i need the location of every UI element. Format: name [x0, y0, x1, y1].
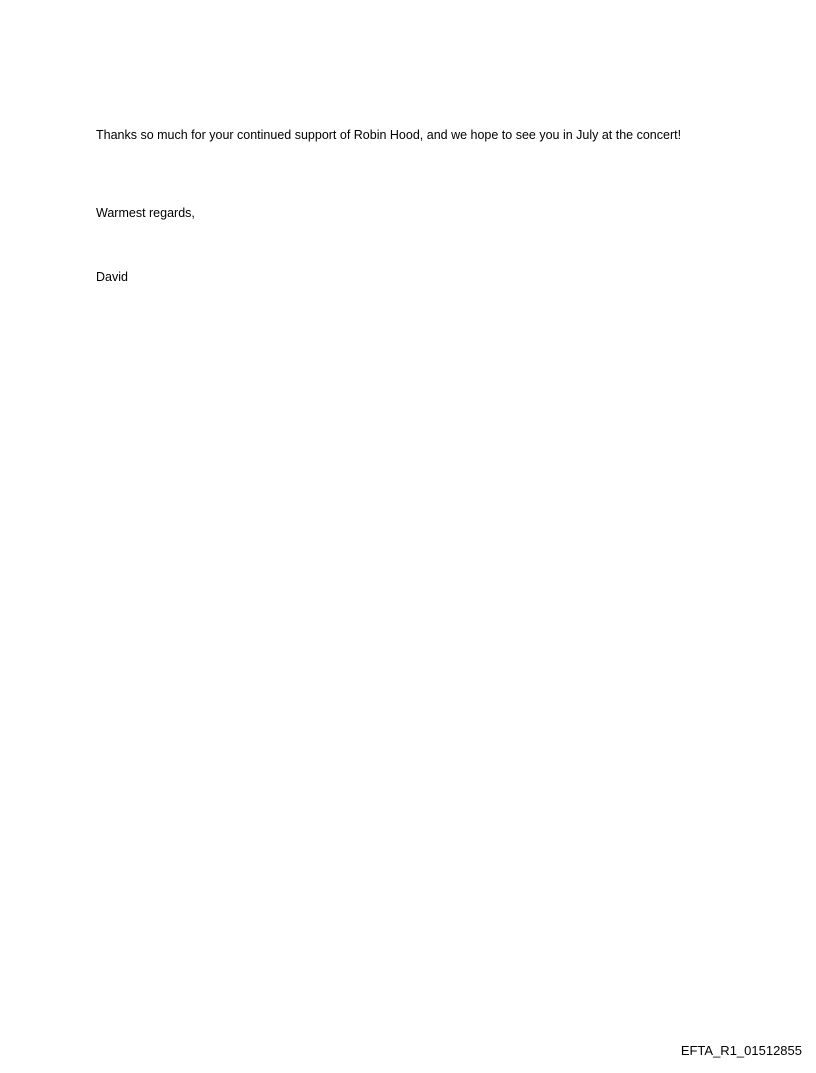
signature-name: David — [96, 270, 128, 284]
closing-paragraph: Thanks so much for your continued support of Robin Hood, and we hope to see you in July at the concert! — [96, 128, 682, 142]
document-id-stamp: EFTA_R1_01512855 — [680, 1043, 802, 1058]
valediction: Warmest regards, — [96, 206, 195, 220]
